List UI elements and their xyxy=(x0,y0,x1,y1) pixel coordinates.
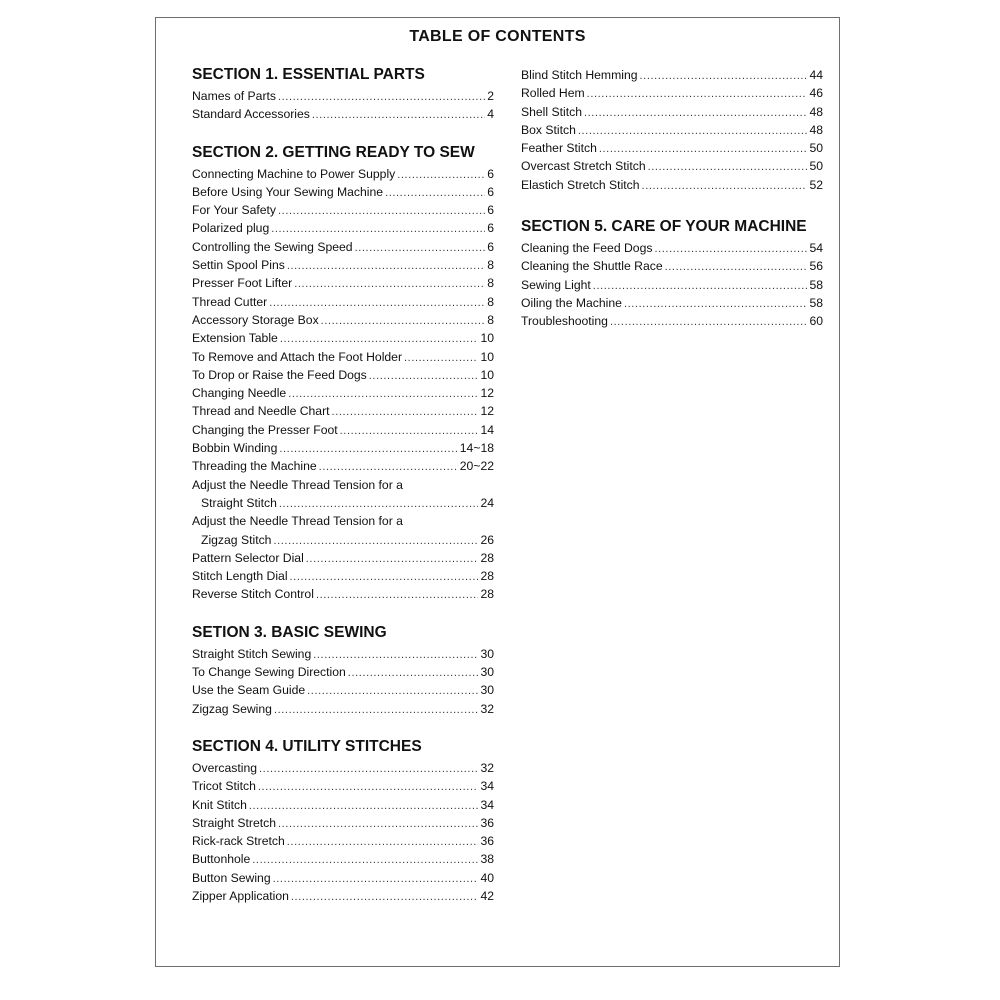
toc-entry-page: 6 xyxy=(487,166,494,181)
toc-entry xyxy=(192,700,494,718)
toc-entry-label: Sewing Light xyxy=(521,277,591,292)
toc-entry-page: 60 xyxy=(809,314,823,329)
dot-leader xyxy=(648,158,808,176)
toc-entry-label: To Remove and Attach the Foot Holder xyxy=(192,349,403,364)
toc-entry-page: 32 xyxy=(480,760,494,775)
dot-leader xyxy=(278,815,478,833)
toc-entry xyxy=(521,84,823,102)
toc-entry-page: 10 xyxy=(480,331,494,346)
toc-entry-page: 50 xyxy=(809,141,823,156)
toc-entry-label: Rick-rack Stretch xyxy=(192,834,285,849)
toc-entry xyxy=(521,157,823,175)
toc-entry-page: 40 xyxy=(480,870,494,885)
toc-entry-label: Polarized plug xyxy=(192,221,270,236)
dot-leader xyxy=(316,586,479,604)
section-heading: SETION 3. BASIC SEWING xyxy=(192,623,387,641)
toc-section xyxy=(192,622,497,718)
toc-entry-label: Bobbin Winding xyxy=(192,441,278,456)
dot-leader xyxy=(385,184,485,202)
toc-entry-page: 30 xyxy=(480,665,494,680)
toc-entry-page: 38 xyxy=(480,852,494,867)
toc-section xyxy=(192,142,497,604)
toc-entry xyxy=(521,276,823,294)
dot-leader xyxy=(306,550,479,568)
dot-leader xyxy=(294,275,485,293)
toc-entry xyxy=(192,348,494,366)
toc-entry-label: Overcasting xyxy=(192,760,258,775)
toc-entry-page: 44 xyxy=(809,68,823,82)
toc-entry-page: 36 xyxy=(480,834,494,849)
toc-entry-page: 10 xyxy=(480,367,494,382)
toc-entry xyxy=(521,294,823,312)
dot-leader xyxy=(252,851,478,869)
toc-entry-label: Overcast Stretch Stitch xyxy=(521,159,646,174)
toc-entry-label: Box Stitch xyxy=(521,122,576,137)
toc-entry-label: Straight Stretch xyxy=(192,815,276,830)
dot-leader xyxy=(654,240,807,258)
toc-entry-label: Use the Seam Guide xyxy=(192,683,306,698)
right-column xyxy=(521,66,826,331)
dot-leader xyxy=(640,67,808,85)
dot-leader xyxy=(610,313,807,331)
toc-entry xyxy=(192,274,494,292)
toc-entry xyxy=(521,121,823,139)
left-column xyxy=(192,64,497,905)
toc-entry xyxy=(192,585,494,603)
toc-entry xyxy=(192,384,494,402)
document-page xyxy=(155,17,840,967)
toc-entry-label: To Change Sewing Direction xyxy=(192,665,346,680)
toc-entry-page: 34 xyxy=(480,779,494,794)
toc-entry-page: 30 xyxy=(480,683,494,698)
toc-entry-page: 52 xyxy=(809,177,823,192)
toc-entry-page: 6 xyxy=(487,203,494,218)
toc-entry xyxy=(192,663,494,681)
dot-leader xyxy=(279,495,479,513)
dot-leader xyxy=(665,258,808,276)
toc-entry-label: Elastich Stretch Stitch xyxy=(521,177,640,192)
dot-leader xyxy=(584,104,807,122)
dot-leader xyxy=(319,458,458,476)
dot-leader xyxy=(599,140,808,158)
toc-entry-label-line: Adjust the Needle Thread Tension for a xyxy=(192,514,403,529)
toc-entry-label: Shell Stitch xyxy=(521,104,582,119)
toc-entry xyxy=(192,87,494,105)
toc-entry-page: 24 xyxy=(480,495,494,510)
dot-leader xyxy=(278,88,485,106)
toc-entry xyxy=(192,421,494,439)
toc-entry-page: 12 xyxy=(480,404,494,419)
dot-leader xyxy=(642,177,808,195)
toc-entry-page: 2 xyxy=(487,89,494,103)
toc-entry-label: Button Sewing xyxy=(192,870,271,885)
toc-entry xyxy=(192,832,494,850)
dot-leader xyxy=(258,778,479,796)
dot-leader xyxy=(287,257,485,275)
section-heading: SECTION 4. UTILITY STITCHES xyxy=(192,737,422,755)
toc-entry xyxy=(192,165,494,183)
dot-leader xyxy=(369,367,479,385)
toc-entry xyxy=(521,257,823,275)
toc-entry-label: Changing the Presser Foot xyxy=(192,422,338,437)
toc-entry-label: Buttonhole xyxy=(192,852,251,867)
toc-entry-label: Blind Stitch Hemming xyxy=(521,68,638,82)
toc-entry-label: Straight Stitch Sewing xyxy=(192,646,312,661)
toc-entry-label: Presser Foot Lifter xyxy=(192,276,293,291)
toc-entry-page: 50 xyxy=(809,159,823,174)
toc-entry-label: Cleaning the Shuttle Race xyxy=(521,259,663,274)
toc-entry-label: Pattern Selector Dial xyxy=(192,550,304,565)
toc-entry-label: Controlling the Sewing Speed xyxy=(192,239,353,254)
dot-leader xyxy=(271,220,485,238)
toc-entry xyxy=(192,887,494,905)
toc-entry xyxy=(192,402,494,420)
toc-entry-page: 32 xyxy=(480,701,494,716)
toc-entry xyxy=(192,796,494,814)
dot-leader xyxy=(321,312,486,330)
toc-entry-page: 30 xyxy=(480,646,494,661)
toc-entry-page: 42 xyxy=(480,888,494,903)
toc-entry-page: 8 xyxy=(487,294,494,309)
dot-leader xyxy=(269,294,485,312)
toc-entry-page: 58 xyxy=(809,295,823,310)
toc-entry-page: 12 xyxy=(480,386,494,401)
toc-entry-label: Thread and Needle Chart xyxy=(192,404,330,419)
dot-leader xyxy=(287,833,479,851)
toc-entry-page: 36 xyxy=(480,815,494,830)
toc-entry-label: Straight Stitch xyxy=(201,495,277,510)
toc-entry-label: Connecting Machine to Power Supply xyxy=(192,166,396,181)
toc-entry xyxy=(192,105,494,123)
toc-entry xyxy=(192,531,494,549)
toc-entry xyxy=(521,103,823,121)
toc-entry xyxy=(192,256,494,274)
toc-entry-page: 6 xyxy=(487,239,494,254)
dot-leader xyxy=(288,385,478,403)
dot-leader xyxy=(273,532,478,550)
toc-entry xyxy=(192,183,494,201)
toc-entry xyxy=(521,176,823,194)
toc-entry-page: 46 xyxy=(809,86,823,101)
dot-leader xyxy=(404,349,478,367)
toc-entry-page: 28 xyxy=(480,587,494,602)
toc-entry-label: Zigzag Stitch xyxy=(201,532,272,547)
dot-leader xyxy=(249,797,479,815)
toc-entry xyxy=(192,759,494,777)
toc-entry-page: 26 xyxy=(480,532,494,547)
dot-leader xyxy=(279,440,457,458)
toc-entry xyxy=(521,66,823,84)
toc-entry xyxy=(192,238,494,256)
dot-leader xyxy=(273,870,479,888)
toc-entry-page: 8 xyxy=(487,312,494,327)
toc-entry xyxy=(192,293,494,311)
toc-entry xyxy=(192,869,494,887)
toc-entry xyxy=(192,366,494,384)
toc-entry-label: Zipper Application xyxy=(192,888,289,903)
toc-entry-page: 14~18 xyxy=(459,441,494,456)
section-heading: SECTION 1. ESSENTIAL PARTS xyxy=(192,66,425,83)
toc-entry-label-line: Adjust the Needle Thread Tension for a xyxy=(192,477,403,492)
dot-leader xyxy=(307,682,478,700)
section-heading: SECTION 5. CARE OF YOUR MACHINE xyxy=(521,218,807,236)
toc-entry-label: Zigzag Sewing xyxy=(192,701,272,716)
toc-entry xyxy=(192,777,494,795)
toc-section xyxy=(192,64,497,124)
dot-leader xyxy=(312,106,485,124)
toc-entry xyxy=(521,312,823,330)
toc-entry xyxy=(192,645,494,663)
toc-entry-label: Troubleshooting xyxy=(521,314,608,329)
toc-entry xyxy=(192,201,494,219)
toc-entry xyxy=(192,219,494,237)
toc-entry-label: Threading the Machine xyxy=(192,459,317,474)
dot-leader xyxy=(624,295,807,313)
toc-section xyxy=(521,66,826,194)
section-heading: SECTION 2. GETTING READY TO SEW xyxy=(192,143,475,161)
toc-entry xyxy=(521,139,823,157)
toc-entry-label: Oiling the Machine xyxy=(521,295,622,310)
toc-entry-page: 48 xyxy=(809,104,823,119)
toc-entry xyxy=(192,850,494,868)
toc-entry-label: Standard Accessories xyxy=(192,107,310,122)
toc-entry-page: 8 xyxy=(487,276,494,291)
toc-section xyxy=(521,216,826,330)
toc-entry-label: Feather Stitch xyxy=(521,141,597,156)
toc-entry-label: Accessory Storage Box xyxy=(192,312,319,327)
toc-entry-label: Names of Parts xyxy=(192,89,276,103)
toc-entry-label: Reverse Stitch Control xyxy=(192,587,314,602)
toc-entry-page: 34 xyxy=(480,797,494,812)
toc-entry-page: 56 xyxy=(809,259,823,274)
toc-entry-page: 14 xyxy=(480,422,494,437)
dot-leader xyxy=(290,568,479,586)
toc-entry xyxy=(192,494,494,512)
dot-leader xyxy=(274,701,478,719)
dot-leader xyxy=(278,202,485,220)
dot-leader xyxy=(313,646,478,664)
toc-entry-page: 6 xyxy=(487,184,494,199)
toc-entry-label: Settin Spool Pins xyxy=(192,258,285,273)
toc-entry-label: Tricot Stitch xyxy=(192,779,256,794)
toc-entry xyxy=(192,457,494,475)
toc-entry xyxy=(192,814,494,832)
dot-leader xyxy=(593,277,808,295)
toc-entry-label: Knit Stitch xyxy=(192,797,247,812)
toc-entry-label: Rolled Hem xyxy=(521,86,585,101)
document-title: TABLE OF CONTENTS xyxy=(409,28,586,45)
toc-entry-page: 8 xyxy=(487,258,494,273)
toc-entry-page: 6 xyxy=(487,221,494,236)
dot-leader xyxy=(397,166,485,184)
toc-entry xyxy=(192,311,494,329)
toc-entry-page: 28 xyxy=(480,569,494,584)
toc-entry-label: Stitch Length Dial xyxy=(192,569,288,584)
toc-entry-label: Changing Needle xyxy=(192,386,287,401)
dot-leader xyxy=(348,664,479,682)
dot-leader xyxy=(578,122,808,140)
dot-leader xyxy=(340,422,479,440)
toc-entry-label: Before Using Your Sewing Machine xyxy=(192,184,384,199)
toc-entry-page: 20~22 xyxy=(459,459,494,474)
toc-section xyxy=(192,736,497,905)
toc-entry xyxy=(192,329,494,347)
toc-entry-page: 10 xyxy=(480,349,494,364)
dot-leader xyxy=(280,330,479,348)
toc-entry-page: 4 xyxy=(487,107,494,122)
toc-entry xyxy=(192,681,494,699)
toc-entry xyxy=(521,239,823,257)
toc-entry xyxy=(192,567,494,585)
toc-entry-label: Cleaning the Feed Dogs xyxy=(521,241,653,256)
toc-entry-page: 28 xyxy=(480,550,494,565)
dot-leader xyxy=(355,239,486,257)
toc-entry-label: For Your Safety xyxy=(192,203,277,218)
toc-entry-page: 48 xyxy=(809,122,823,137)
toc-entry xyxy=(192,439,494,457)
dot-leader xyxy=(587,85,808,103)
dot-leader xyxy=(332,403,479,421)
toc-entry-label: Extension Table xyxy=(192,331,278,346)
toc-entry-page: 54 xyxy=(809,241,823,256)
toc-entry-page: 58 xyxy=(809,277,823,292)
toc-entry-label: Thread Cutter xyxy=(192,294,268,309)
dot-leader xyxy=(259,760,478,778)
toc-entry xyxy=(192,549,494,567)
dot-leader xyxy=(291,888,479,906)
toc-entry-label: To Drop or Raise the Feed Dogs xyxy=(192,367,367,382)
